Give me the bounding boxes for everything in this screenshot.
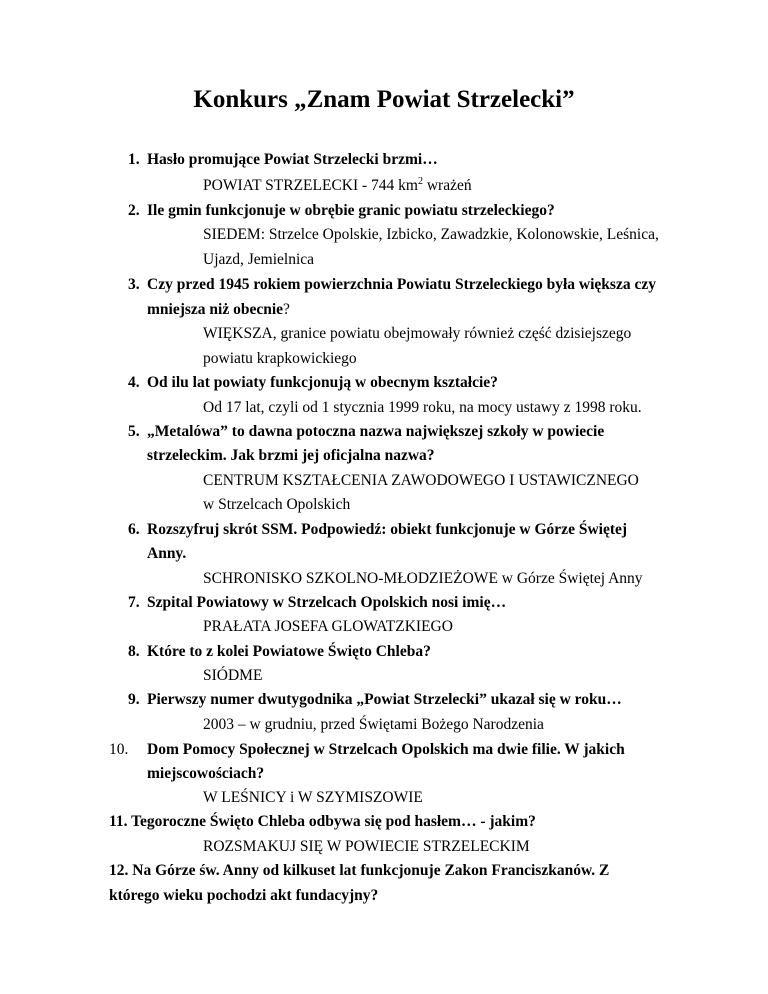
question-11: 11. Tegoroczne Święto Chleba odbywa się pod hasłem… - jakim?	[109, 813, 536, 830]
answer-11: ROZSMAKUJ SIĘ W POWIECIE STRZELECKIM	[203, 838, 530, 855]
answer-5-line-2: w Strzelcach Opolskich	[203, 496, 351, 513]
question-text: Szpital Powiatowy w Strzelcach Opolskich nosi imię…	[147, 594, 507, 611]
question-text: Hasło promujące Powiat Strzelecki brzmi…	[147, 151, 438, 168]
answer-2-line-2: Ujazd, Jemielnica	[203, 251, 315, 268]
question-text: Od ilu lat powiaty funkcjonują w obecnym kształcie?	[147, 374, 498, 391]
question-10-line-2: miejscowościach?	[147, 765, 265, 782]
question-12: 12. Na Górze św. Anny od kilkuset lat funkcjonuje Zakon Franciszkanów. Z	[109, 862, 610, 879]
answer-7: PRAŁATA JOSEFA GLOWATZKIEGO	[203, 618, 453, 635]
question-text: Pierwszy numer dwutygodnika „Powiat Strzelecki” ukazał się w roku…	[147, 691, 622, 708]
answer-4: Od 17 lat, czyli od 1 stycznia 1999 roku, na mocy ustawy z 1998 roku.	[203, 399, 642, 416]
question-text: Ile gmin funkcjonuje w obrębie granic powiatu strzeleckiego?	[147, 202, 555, 219]
answer-6: SCHRONISKO SZKOLNO-MŁODZIEŻOWE w Górze Świętej Anny	[203, 570, 643, 587]
question-text: Które to z kolei Powiatowe Święto Chleba?	[147, 643, 431, 660]
question-text: Czy przed 1945 rokiem powierzchnia Powiatu Strzeleckiego była większa czy	[147, 276, 656, 293]
question-number: 8.	[128, 643, 140, 660]
answer-10: W LEŚNICY i W SZYMISZOWIE	[203, 789, 423, 806]
answer-9: 2003 – w grudniu, przed Świętami Bożego Narodzenia	[203, 716, 544, 733]
question-3-line-2: mniejsza niż obecnie?	[147, 301, 290, 318]
question-number: 6.	[128, 521, 140, 538]
answer-2-line-1: SIEDEM: Strzelce Opolskie, Izbicko, Zawadzkie, Kolonowskie, Leśnica,	[203, 226, 659, 243]
question-number: 4.	[128, 374, 140, 391]
page-title: Konkurs „Znam Powiat Strzelecki”	[193, 86, 575, 113]
question-text: Dom Pomocy Społecznej w Strzelcach Opolskich ma dwie filie. W jakich	[147, 741, 625, 758]
question-number: 9.	[128, 691, 140, 708]
question-text: Rozszyfruj skrót SSM. Podpowiedź: obiekt funkcjonuje w Górze Świętej	[147, 521, 628, 538]
answer-1: POWIAT STRZELECKI - 744 $km^2$ wrażeń	[203, 175, 472, 194]
question-number: 3.	[128, 276, 140, 293]
answer-5-line-1: CENTRUM KSZTAŁCENIA ZAWODOWEGO I USTAWICZNEGO	[203, 472, 639, 489]
question-number: 10.	[109, 741, 129, 758]
question-5-line-2: strzeleckim. Jak brzmi jej oficjalna nazwa?	[147, 447, 435, 464]
question-12-line-2: którego wieku pochodzi akt fundacyjny?	[109, 887, 379, 904]
question-number: 1.	[128, 151, 140, 168]
question-number: 5.	[128, 423, 140, 440]
answer-8: SIÓDME	[203, 667, 263, 684]
answer-3-line-2: powiatu krapkowickiego	[203, 350, 357, 367]
question-text: „Metalówa” to dawna potoczna nazwa największej szkoły w powiecie	[147, 423, 605, 440]
question-number: 7.	[128, 594, 140, 611]
question-number: 2.	[128, 202, 140, 219]
question-6-line-2: Anny.	[147, 545, 187, 562]
answer-3-line-1: WIĘKSZA, granice powiatu obejmowały również część dzisiejszego	[203, 325, 632, 342]
